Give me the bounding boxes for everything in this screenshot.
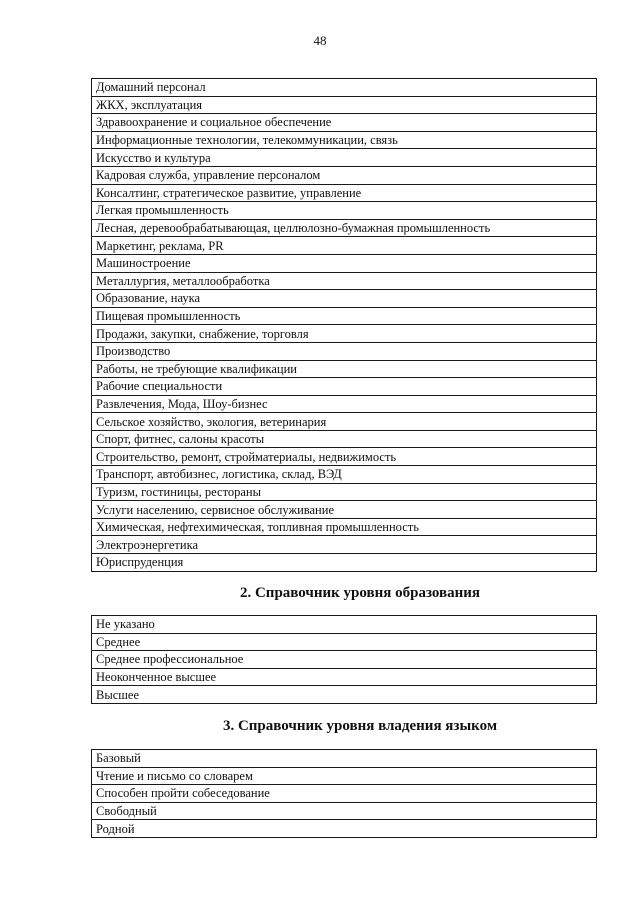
table-row (92, 430, 597, 448)
industry-cell: Машиностроение (92, 254, 597, 272)
table-row (92, 750, 597, 768)
industry-cell: Услуги населению, сервисное обслуживание (92, 501, 597, 519)
language-section-heading: 3. Справочник уровня владения языком (222, 718, 498, 734)
industry-cell: Лесная, деревообрабатывающая, целлюлозно-бумажная промышленность (92, 219, 597, 237)
industry-cell: Маркетинг, реклама, PR (92, 237, 597, 255)
table-row (92, 360, 597, 378)
table-row (92, 616, 597, 634)
table-row (92, 96, 597, 114)
table-row (92, 802, 597, 820)
table-row (92, 483, 597, 501)
table-row (92, 79, 597, 97)
language-level-cell: Чтение и письмо со словарем (92, 767, 597, 785)
industry-cell: Образование, наука (92, 290, 597, 308)
education-section-heading: 2. Справочник уровня образования (239, 585, 481, 601)
industry-cell: Химическая, нефтехимическая, топливная промышленность (92, 518, 597, 536)
table-row (92, 237, 597, 255)
table-row (92, 166, 597, 184)
table-row (92, 149, 597, 167)
table-row (92, 668, 597, 686)
table-row (92, 202, 597, 220)
table-row (92, 114, 597, 132)
table-row (92, 290, 597, 308)
education-level-cell: Неоконченное высшее (92, 668, 597, 686)
industry-cell: Сельское хозяйство, экология, ветеринария (92, 413, 597, 431)
industry-cell: Кадровая служба, управление персоналом (92, 166, 597, 184)
table-row (92, 536, 597, 554)
industry-cell: Развлечения, Мода, Шоу-бизнес (92, 395, 597, 413)
education-level-cell: Среднее (92, 633, 597, 651)
language-level-table (91, 749, 597, 838)
table-row (92, 184, 597, 202)
table-row (92, 651, 597, 669)
table-row (92, 131, 597, 149)
table-row (92, 518, 597, 536)
language-level-cell: Способен пройти собеседование (92, 785, 597, 803)
education-level-cell: Высшее (92, 686, 597, 704)
industry-cell: Транспорт, автобизнес, логистика, склад, ВЭД (92, 466, 597, 484)
education-level-table (91, 615, 597, 704)
industry-cell: ЖКХ, эксплуатация (92, 96, 597, 114)
table-row (92, 820, 597, 838)
industry-cell: Туризм, гостиницы, рестораны (92, 483, 597, 501)
industry-cell: Строительство, ремонт, стройматериалы, недвижимость (92, 448, 597, 466)
industry-cell: Юриспруденция (92, 554, 597, 572)
table-row (92, 254, 597, 272)
table-row (92, 554, 597, 572)
industry-cell: Спорт, фитнес, салоны красоты (92, 430, 597, 448)
table-row (92, 342, 597, 360)
table-row (92, 633, 597, 651)
language-level-cell: Базовый (92, 750, 597, 768)
industry-cell: Рабочие специальности (92, 378, 597, 396)
industry-cell: Домашний персонал (92, 79, 597, 97)
industry-cell: Металлургия, металлообработка (92, 272, 597, 290)
industry-cell: Пищевая промышленность (92, 307, 597, 325)
table-row (92, 448, 597, 466)
industry-cell: Производство (92, 342, 597, 360)
table-row (92, 413, 597, 431)
table-row (92, 325, 597, 343)
page-number: 48 (313, 33, 327, 48)
table-row (92, 272, 597, 290)
table-row (92, 307, 597, 325)
industry-cell: Продажи, закупки, снабжение, торговля (92, 325, 597, 343)
education-level-cell: Не указано (92, 616, 597, 634)
language-level-cell: Свободный (92, 802, 597, 820)
language-level-cell: Родной (92, 820, 597, 838)
industry-cell: Работы, не требующие квалификации (92, 360, 597, 378)
industry-cell: Консалтинг, стратегическое развитие, управление (92, 184, 597, 202)
industry-cell: Легкая промышленность (92, 202, 597, 220)
table-row (92, 466, 597, 484)
industry-cell: Здравоохранение и социальное обеспечение (92, 114, 597, 132)
table-row (92, 767, 597, 785)
table-row (92, 686, 597, 704)
table-row (92, 785, 597, 803)
industry-cell: Электроэнергетика (92, 536, 597, 554)
industry-cell: Искусство и культура (92, 149, 597, 167)
table-row (92, 219, 597, 237)
education-level-cell: Среднее профессиональное (92, 651, 597, 669)
table-row (92, 501, 597, 519)
industry-cell: Информационные технологии, телекоммуникации, связь (92, 131, 597, 149)
table-row (92, 395, 597, 413)
industry-table (91, 78, 597, 572)
table-row (92, 378, 597, 396)
